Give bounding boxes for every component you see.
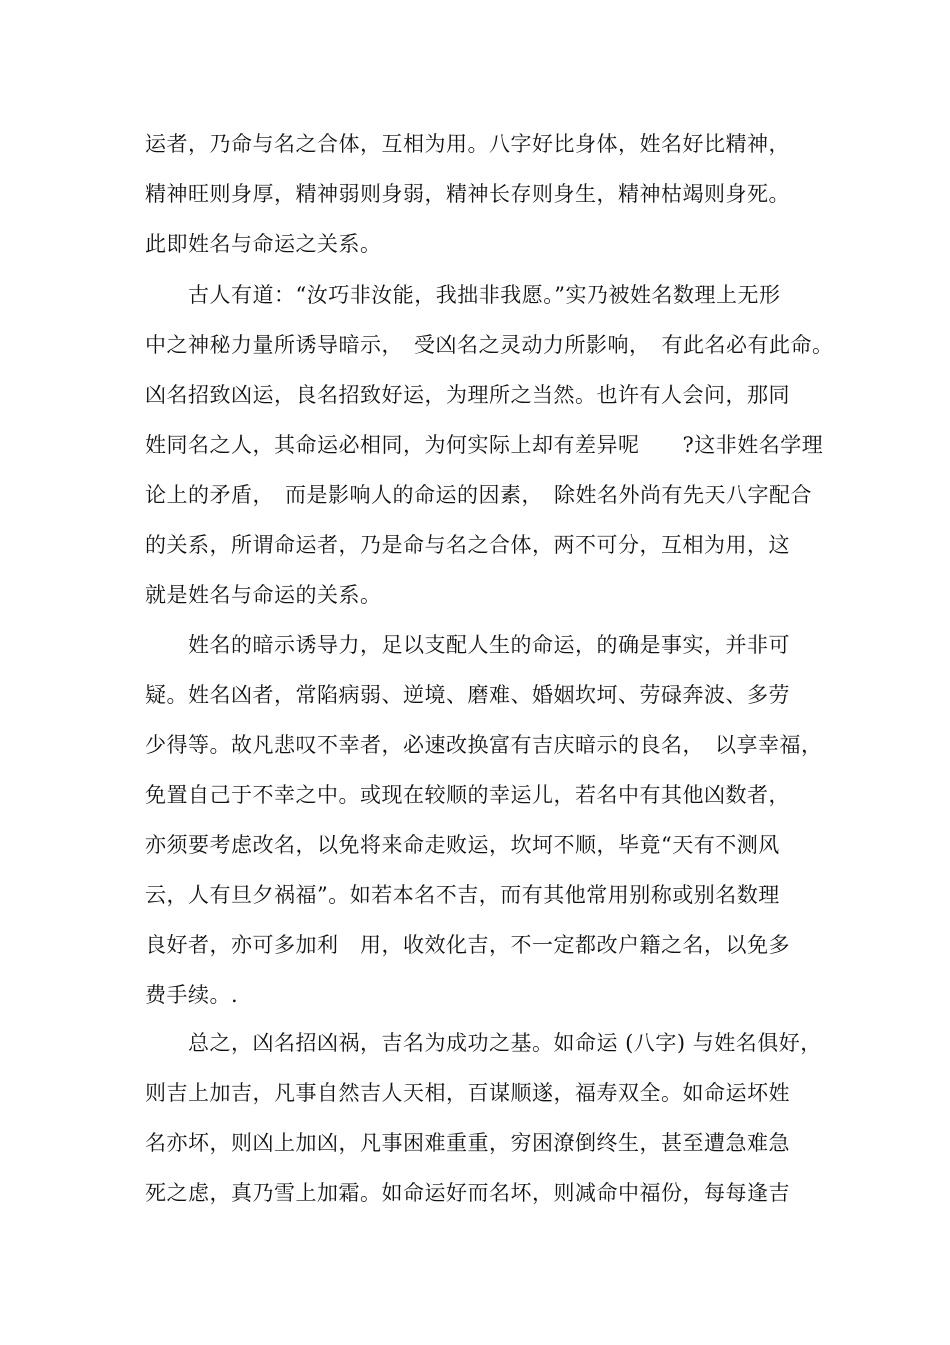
text-line: 此即姓名与命运之关系。 xyxy=(145,232,382,256)
text-line: 亦须要考虑改名，以免将来命走败运，坎坷不顺，毕竟“天有不测风 xyxy=(145,833,780,857)
text-line: 疑。姓名凶者，常陷病弱、逆境、磨难、婚姻坎坷、劳碌奔波、多劳 xyxy=(145,683,790,707)
text-line: 论上的矛盾， 而是影响人的命运的因素， 除姓名外尚有先天八字配合 xyxy=(145,483,812,507)
text-line: 姓名的暗示诱导力，足以支配人生的命运，的确是事实，并非可 xyxy=(145,633,790,657)
text-line: 死之虑，真乃雪上加霜。如命运好而名坏，则减命中福份，每每逢吉 xyxy=(145,1181,790,1205)
text-line: 良好者，亦可多加利 用，收效化吉，不一定都改户籍之名，以免多 xyxy=(145,933,790,957)
text-line: 古人有道：“汝巧非汝能，我拙非我愿。”实乃被姓名数理上无形 xyxy=(145,283,781,307)
text-line: 总之，凶名招凶祸，吉名为成功之基。如命运 (八字) 与姓名俱好， xyxy=(145,1031,822,1055)
text-line: 凶名招致凶运，良名招致好运，为理所之当然。也许有人会问，那同 xyxy=(145,383,790,407)
text-line: 的关系，所谓命运者，乃是命与名之合体，两不可分，互相为用，这 xyxy=(145,533,790,557)
text-line: 精神旺则身厚，精神弱则身弱，精神长存则身生，精神枯竭则身死。 xyxy=(145,182,790,206)
text-line: 中之神秘力量所诱导暗示， 受凶名之灵动力所影响， 有此名必有此命。 xyxy=(145,333,834,357)
text-line: 费手续。. xyxy=(145,983,239,1007)
text-line: 少得等。故凡悲叹不幸者，必速改换富有吉庆暗示的良名， 以享幸福， xyxy=(145,733,823,757)
text-line: 运者，乃命与名之合体，互相为用。八字好比身体，姓名好比精神， xyxy=(145,132,790,156)
text-line: 就是姓名与命运的关系。 xyxy=(145,583,382,607)
text-line: 姓同名之人，其命运必相同，为何实际上却有差异呢 ?这非姓名学理 xyxy=(145,433,824,457)
text-line: 名亦坏，则凶上加凶，凡事困难重重，穷困潦倒终生，甚至遭急难急 xyxy=(145,1131,790,1155)
text-line: 云，人有旦夕祸福”。如若本名不吉，而有其他常用别称或别名数理 xyxy=(145,883,780,907)
text-line: 免置自己于不幸之中。或现在较顺的幸运儿，若名中有其他凶数者， xyxy=(145,783,790,807)
text-line: 则吉上加吉，凡事自然吉人天相，百谋顺遂，福寿双全。如命运坏姓 xyxy=(145,1081,790,1105)
